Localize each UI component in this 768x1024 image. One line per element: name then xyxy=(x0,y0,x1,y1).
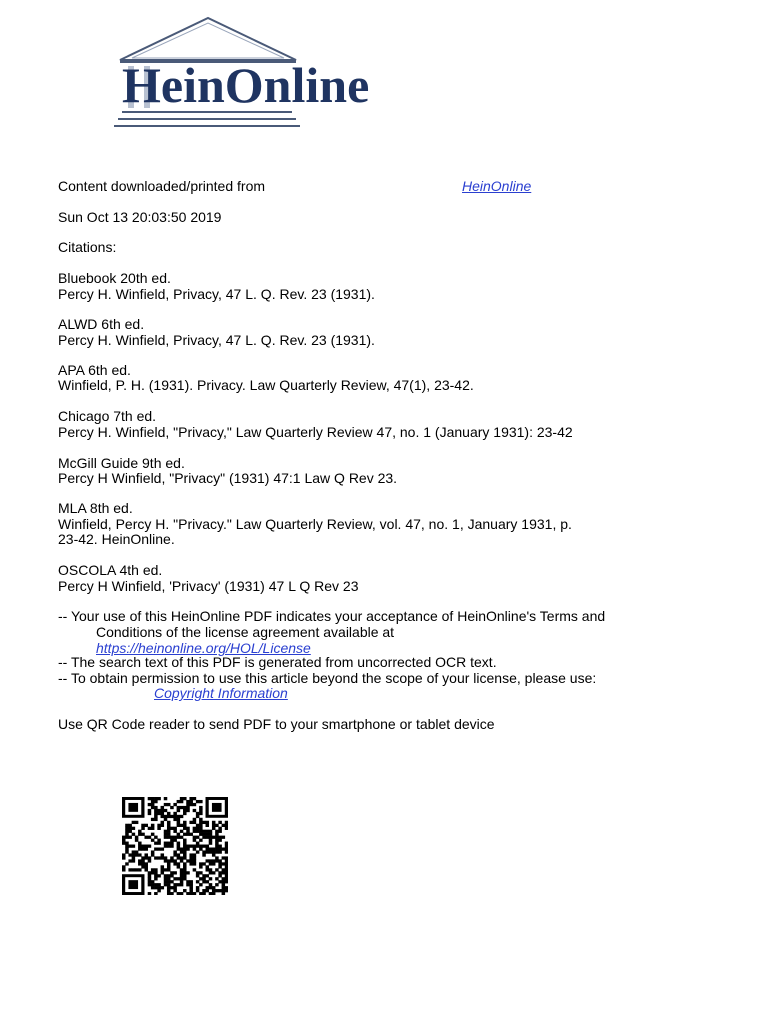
logo-wordmark: HeinOnline xyxy=(122,57,370,113)
citation-text-apa: Winfield, P. H. (1931). Privacy. Law Quarterly Review, 47(1), 23-42. xyxy=(58,377,474,393)
citation-style-mcgill: McGill Guide 9th ed. xyxy=(58,455,185,471)
citation-text-mla-1: Winfield, Percy H. "Privacy." Law Quarterly Review, vol. 47, no. 1, January 1931, p. xyxy=(58,516,572,532)
timestamp: Sun Oct 13 20:03:50 2019 xyxy=(58,209,222,225)
downloaded-label: Content downloaded/printed from xyxy=(58,178,266,194)
citation-text-mcgill: Percy H Winfield, "Privacy" (1931) 47:1 Law Q Rev 23. xyxy=(58,470,398,486)
citation-text-oscola: Percy H Winfield, 'Privacy' (1931) 47 L Q Rev 23 xyxy=(58,578,359,594)
citation-style-bluebook: Bluebook 20th ed. xyxy=(58,270,171,286)
heinonline-logo xyxy=(112,14,504,134)
terms-notice-line1: -- Your use of this HeinOnline PDF indicates your acceptance of HeinOnline's Terms and xyxy=(58,608,606,624)
citation-style-alwd: ALWD 6th ed. xyxy=(58,316,145,332)
heinonline-link[interactable]: HeinOnline xyxy=(462,178,532,194)
citation-style-mla: MLA 8th ed. xyxy=(58,500,133,516)
copyright-information-link[interactable]: Copyright Information xyxy=(154,685,288,701)
citation-text-alwd: Percy H. Winfield, Privacy, 47 L. Q. Rev. 23 (1931). xyxy=(58,332,375,348)
qr-instruction: Use QR Code reader to send PDF to your smartphone or tablet device xyxy=(58,716,495,732)
ocr-notice: -- The search text of this PDF is generated from uncorrected OCR text. xyxy=(58,654,497,670)
qr-code xyxy=(122,797,228,895)
citation-text-mla-2: 23-42. HeinOnline. xyxy=(58,531,175,547)
citation-text-bluebook: Percy H. Winfield, Privacy, 47 L. Q. Rev. 23 (1931). xyxy=(58,286,375,302)
permission-notice: -- To obtain permission to use this article beyond the scope of your license, please use: xyxy=(58,670,597,686)
license-link[interactable]: https://heinonline.org/HOL/License xyxy=(96,640,311,656)
citations-heading: Citations: xyxy=(58,239,117,255)
citation-style-chicago: Chicago 7th ed. xyxy=(58,408,157,424)
terms-notice-line2: Conditions of the license agreement available at xyxy=(96,624,395,640)
citation-style-apa: APA 6th ed. xyxy=(58,362,131,378)
citation-text-chicago: Percy H. Winfield, "Privacy," Law Quarterly Review 47, no. 1 (January 1931): 23-42 xyxy=(58,424,573,440)
citation-style-oscola: OSCOLA 4th ed. xyxy=(58,562,163,578)
